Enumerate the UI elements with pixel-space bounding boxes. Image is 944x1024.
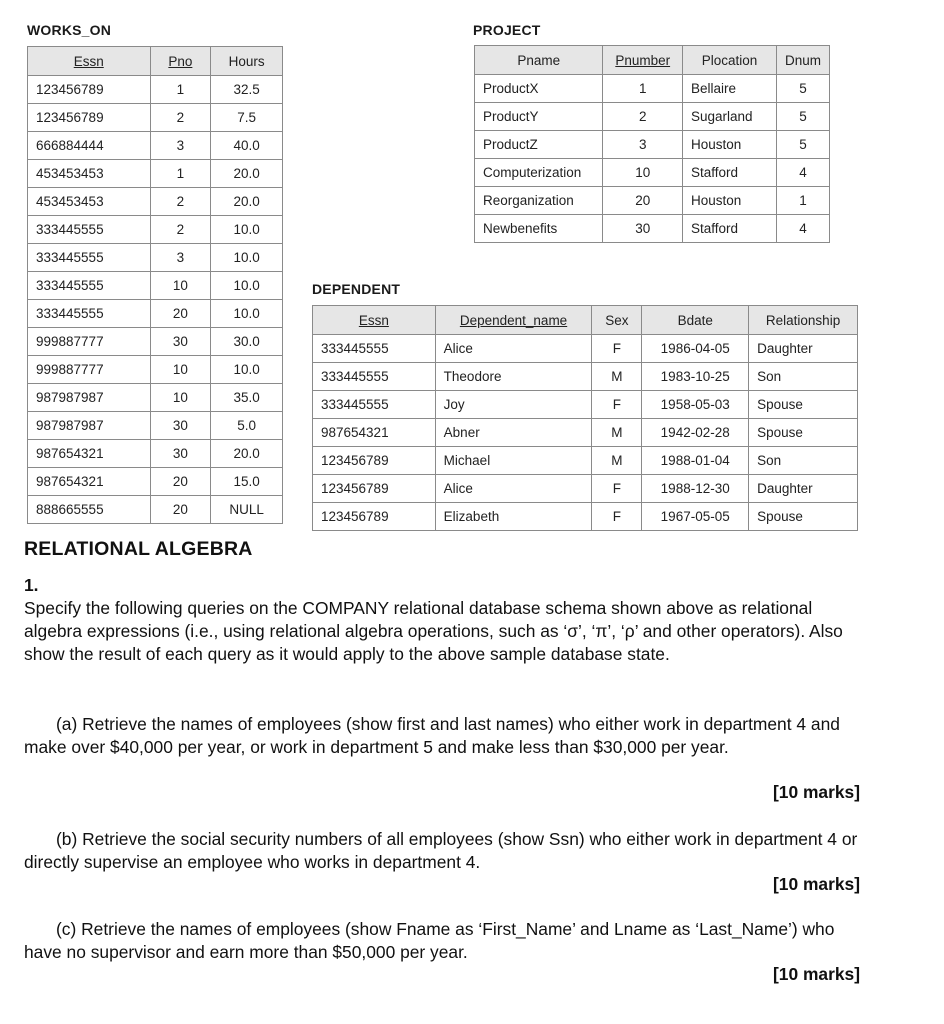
dependent-title: DEPENDENT (312, 281, 401, 297)
column-header: Sex (592, 306, 642, 335)
works-on-table (27, 46, 283, 524)
table-cell: 1 (603, 75, 683, 103)
table-cell: M (592, 419, 642, 447)
table-row (28, 300, 283, 328)
table-row (28, 384, 283, 412)
column-header: Dependent_name (435, 306, 592, 335)
table-cell: 10.0 (211, 216, 283, 244)
table-cell: 987654321 (28, 468, 151, 496)
works-on-title: WORKS_ON (27, 22, 112, 38)
table-row (475, 131, 830, 159)
table-cell: 30.0 (211, 328, 283, 356)
column-header: Plocation (682, 46, 776, 75)
table-cell: Spouse (749, 391, 858, 419)
table-cell: 2 (150, 104, 211, 132)
column-header: Dnum (776, 46, 829, 75)
question-c (24, 918, 874, 964)
table-cell: 987654321 (28, 440, 151, 468)
table-cell: 5 (776, 103, 829, 131)
table-cell: 10.0 (211, 356, 283, 384)
table-cell: 666884444 (28, 132, 151, 160)
table-cell: 1988-12-30 (642, 475, 749, 503)
table-cell: Elizabeth (435, 503, 592, 531)
table-cell: 32.5 (211, 76, 283, 104)
table-cell: 2 (603, 103, 683, 131)
table-cell: NULL (211, 496, 283, 524)
table-cell: 20.0 (211, 188, 283, 216)
table-cell: Son (749, 363, 858, 391)
table-row (28, 76, 283, 104)
table-cell: Stafford (682, 159, 776, 187)
table-cell: 333445555 (28, 216, 151, 244)
table-cell: 3 (150, 132, 211, 160)
table-cell: 35.0 (211, 384, 283, 412)
table-cell: 1983-10-25 (642, 363, 749, 391)
column-header: Pnumber (603, 46, 683, 75)
question-b-text: (b) Retrieve the social security numbers of all employees (show Ssn) who either work in department 4 or directly supervise an employee who works in department 4. (24, 829, 858, 872)
table-cell: F (592, 503, 642, 531)
table-cell: 3 (150, 244, 211, 272)
table-cell: 1967-05-05 (642, 503, 749, 531)
table-row (28, 188, 283, 216)
table-cell: 123456789 (28, 76, 151, 104)
table-cell: M (592, 447, 642, 475)
table-cell: 30 (150, 328, 211, 356)
table-cell: 888665555 (28, 496, 151, 524)
section-heading: RELATIONAL ALGEBRA (24, 538, 253, 560)
table-cell: 20 (150, 496, 211, 524)
table-cell: Theodore (435, 363, 592, 391)
table-row (475, 75, 830, 103)
table-cell: Daughter (749, 335, 858, 363)
column-header: Pno (150, 47, 211, 76)
table-cell: 123456789 (313, 475, 436, 503)
table-cell: M (592, 363, 642, 391)
table-cell: 1 (150, 160, 211, 188)
table-cell: Newbenefits (475, 215, 603, 243)
table-cell: Alice (435, 335, 592, 363)
table-cell: F (592, 475, 642, 503)
table-cell: 999887777 (28, 328, 151, 356)
table-row (475, 159, 830, 187)
table-cell: 10.0 (211, 300, 283, 328)
question-a-marks: [10 marks] (772, 782, 860, 802)
table-row (28, 468, 283, 496)
table-cell: Abner (435, 419, 592, 447)
table-cell: Son (749, 447, 858, 475)
table-cell: 999887777 (28, 356, 151, 384)
table-cell: 453453453 (28, 188, 151, 216)
table-cell: 15.0 (211, 468, 283, 496)
table-cell: Houston (682, 187, 776, 215)
table-cell: 453453453 (28, 160, 151, 188)
table-cell: 4 (776, 215, 829, 243)
table-header-row (313, 306, 858, 335)
table-row (28, 496, 283, 524)
table-cell: Alice (435, 475, 592, 503)
column-header: Essn (28, 47, 151, 76)
table-cell: F (592, 335, 642, 363)
table-cell: 123456789 (313, 503, 436, 531)
table-row (28, 328, 283, 356)
table-row (28, 132, 283, 160)
table-cell: 5 (776, 75, 829, 103)
table-cell: 1 (776, 187, 829, 215)
table-row (28, 272, 283, 300)
table-cell: 10.0 (211, 244, 283, 272)
column-header: Relationship (749, 306, 858, 335)
table-row (313, 503, 858, 531)
table-cell: 1958-05-03 (642, 391, 749, 419)
table-cell: Sugarland (682, 103, 776, 131)
table-row (313, 475, 858, 503)
table-row (28, 104, 283, 132)
table-row (475, 103, 830, 131)
table-cell: 5 (776, 131, 829, 159)
table-cell: 30 (150, 412, 211, 440)
table-cell: 4 (776, 159, 829, 187)
dependent-table (312, 305, 858, 531)
column-header: Hours (211, 47, 283, 76)
table-cell: 2 (150, 216, 211, 244)
table-cell: Michael (435, 447, 592, 475)
table-cell: 20 (150, 468, 211, 496)
table-cell: 333445555 (313, 391, 436, 419)
table-cell: F (592, 391, 642, 419)
table-cell: 333445555 (313, 335, 436, 363)
table-cell: 10 (150, 272, 211, 300)
table-cell: 10.0 (211, 272, 283, 300)
question-intro: Specify the following queries on the COMPANY relational database schema shown above as relational algebra expressions (i.e., using relational algebra operations, such as ‘σ’, ‘π’, ‘ρ’ and other operators). Also show the result of each query as it would apply to the above sample database state. (24, 598, 843, 664)
table-cell: Reorganization (475, 187, 603, 215)
table-cell: Houston (682, 131, 776, 159)
column-header: Bdate (642, 306, 749, 335)
table-row (28, 440, 283, 468)
column-header: Essn (313, 306, 436, 335)
question-a (24, 713, 874, 759)
question-c-marks: [10 marks] (772, 964, 860, 984)
table-cell: 1 (150, 76, 211, 104)
table-cell: ProductZ (475, 131, 603, 159)
table-row (28, 412, 283, 440)
table-cell: 987654321 (313, 419, 436, 447)
table-cell: 2 (150, 188, 211, 216)
table-cell: ProductX (475, 75, 603, 103)
table-cell: Spouse (749, 503, 858, 531)
table-cell: 20.0 (211, 160, 283, 188)
table-cell: Daughter (749, 475, 858, 503)
table-cell: 987987987 (28, 384, 151, 412)
table-cell: Computerization (475, 159, 603, 187)
table-cell: 1986-04-05 (642, 335, 749, 363)
project-table (474, 45, 830, 243)
question-b (24, 828, 874, 874)
table-row (475, 215, 830, 243)
table-cell: 10 (150, 384, 211, 412)
table-cell: 10 (603, 159, 683, 187)
table-cell: Stafford (682, 215, 776, 243)
table-cell: Spouse (749, 419, 858, 447)
table-row (28, 216, 283, 244)
table-row (28, 244, 283, 272)
project-title: PROJECT (473, 22, 541, 38)
question-c-text: (c) Retrieve the names of employees (show Fname as ‘First_Name’ and Lname as ‘Last_Name’) who have no supervisor and earn more than $50,000 per year. (24, 919, 835, 962)
table-cell: 333445555 (28, 244, 151, 272)
table-cell: 987987987 (28, 412, 151, 440)
table-cell: ProductY (475, 103, 603, 131)
table-cell: 20 (603, 187, 683, 215)
table-header-row (475, 46, 830, 75)
table-cell: 40.0 (211, 132, 283, 160)
table-cell: 1942-02-28 (642, 419, 749, 447)
table-cell: Bellaire (682, 75, 776, 103)
table-cell: 30 (603, 215, 683, 243)
table-cell: 1988-01-04 (642, 447, 749, 475)
question-number: 1. (24, 575, 39, 595)
table-row (313, 363, 858, 391)
table-row (313, 335, 858, 363)
table-row (28, 356, 283, 384)
table-cell: Joy (435, 391, 592, 419)
table-header-row (28, 47, 283, 76)
table-row (313, 391, 858, 419)
table-cell: 10 (150, 356, 211, 384)
table-cell: 20.0 (211, 440, 283, 468)
question-a-text: (a) Retrieve the names of employees (show first and last names) who either work in department 4 and make over $40,000 per year, or work in department 5 and make less than $30,000 per year. (24, 714, 840, 757)
table-cell: 3 (603, 131, 683, 159)
table-cell: 123456789 (313, 447, 436, 475)
table-cell: 333445555 (313, 363, 436, 391)
table-cell: 20 (150, 300, 211, 328)
table-cell: 7.5 (211, 104, 283, 132)
column-header: Pname (475, 46, 603, 75)
table-cell: 5.0 (211, 412, 283, 440)
table-row (28, 160, 283, 188)
table-cell: 333445555 (28, 300, 151, 328)
table-row (313, 447, 858, 475)
question-b-marks: [10 marks] (772, 874, 860, 894)
table-row (475, 187, 830, 215)
table-row (313, 419, 858, 447)
table-cell: 123456789 (28, 104, 151, 132)
table-cell: 333445555 (28, 272, 151, 300)
table-cell: 30 (150, 440, 211, 468)
